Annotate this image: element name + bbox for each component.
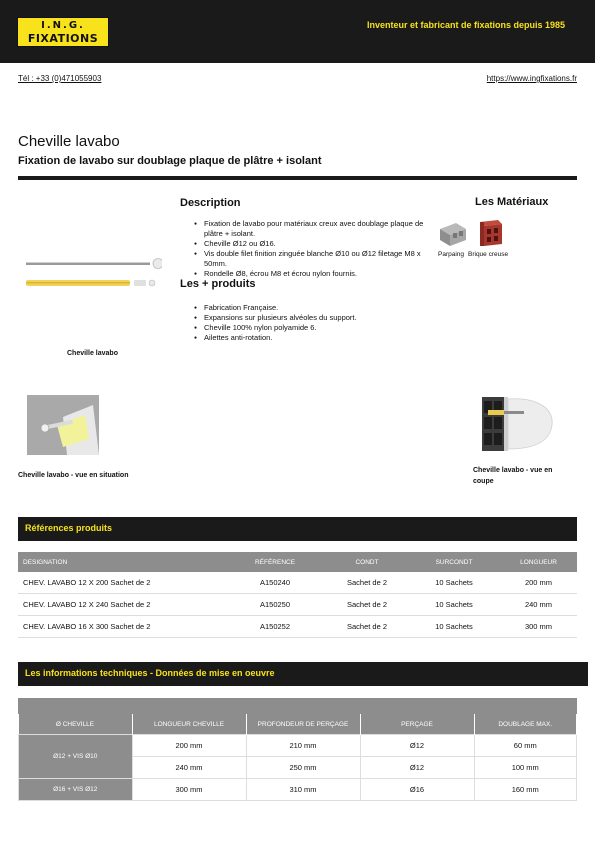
description-item: ● Vis double filet finition zinguée blanche Ø10 ou Ø12 filetage M8 x 50mm.	[180, 249, 442, 269]
technical-top-band	[18, 698, 577, 714]
technical-header-row	[19, 714, 577, 735]
tech-cell: 160 mm	[474, 779, 577, 801]
plus-item: ● Ailettes anti-rotation.	[180, 333, 442, 343]
tech-cell: 100 mm	[474, 757, 577, 779]
parpaing-icon	[438, 219, 468, 247]
company-tagline: Inventeur et fabricant de fixations depuis 1985	[367, 20, 566, 30]
description-item: ● Fixation de lavabo pour matériaux creux avec doublage plaque de plâtre + isolant.	[180, 219, 442, 239]
brique-creuse-icon	[476, 218, 504, 248]
description-list	[180, 219, 442, 279]
plus-item: ● Fabrication Française.	[180, 303, 442, 313]
table-row	[19, 735, 577, 757]
tech-cell: Ø12	[360, 735, 474, 757]
tech-group-cell: Ø12 + VIS Ø10	[19, 735, 133, 779]
table-row	[18, 594, 577, 616]
references-table	[18, 552, 577, 638]
company-logo	[17, 17, 109, 47]
ref-cell: 10 Sachets	[408, 616, 500, 638]
product-image	[22, 254, 162, 294]
tech-col-doublage: DOUBLAGE MAX.	[474, 714, 577, 735]
tech-cell: Ø12	[360, 757, 474, 779]
tech-cell: 210 mm	[246, 735, 360, 757]
caption-coupe: Cheville lavabo - vue en coupe	[473, 467, 553, 485]
tech-cell: 60 mm	[474, 735, 577, 757]
plus-heading: Les + produits	[180, 278, 256, 290]
page-title: Cheville lavabo	[18, 133, 120, 150]
table-row	[18, 616, 577, 638]
ref-col-designation: DESIGNATION	[18, 552, 224, 572]
ref-cell: Sachet de 2	[326, 616, 408, 638]
logo-line-2: FIXATIONS	[27, 32, 99, 45]
description-item: ● Rondelle Ø8, écrou M8 et écrou nylon fournis.	[180, 269, 442, 279]
material-label-parpaing: Parpaing	[438, 251, 465, 258]
tech-cell: 250 mm	[246, 757, 360, 779]
plus-item: ● Cheville 100% nylon polyamide 6.	[180, 323, 442, 333]
ref-col-reference: RÉFÉRENCE	[224, 552, 326, 572]
technical-table	[18, 714, 577, 801]
tech-cell: 310 mm	[246, 779, 360, 801]
ref-cell: CHEV. LAVABO 16 X 300 Sachet de 2	[18, 616, 224, 638]
ref-cell: Sachet de 2	[326, 572, 408, 594]
situation-image	[27, 395, 99, 455]
caption-main: Cheville lavabo	[67, 350, 118, 357]
logo-line-1: I.N.G.	[41, 20, 85, 31]
coupe-image	[478, 393, 554, 455]
tech-col-percage: PERÇAGE	[360, 714, 474, 735]
tech-cell: 300 mm	[132, 779, 246, 801]
description-item: ● Cheville Ø12 ou Ø16.	[180, 239, 442, 249]
title-divider	[18, 176, 577, 180]
ref-col-surcondt: SURCONDT	[408, 552, 500, 572]
plus-item: ● Expansions sur plusieurs alvéoles du support.	[180, 313, 442, 323]
ref-cell: 200 mm	[500, 572, 577, 594]
ref-cell: A150240	[224, 572, 326, 594]
page-subtitle: Fixation de lavabo sur doublage plaque de plâtre + isolant	[18, 155, 322, 167]
ref-cell: A150250	[224, 594, 326, 616]
tech-group-cell: Ø16 + VIS Ø12	[19, 779, 133, 801]
references-heading: Références produits	[25, 523, 113, 533]
table-row	[19, 779, 577, 801]
references-header-row	[18, 552, 577, 572]
references-bar	[18, 517, 577, 541]
ref-cell: 300 mm	[500, 616, 577, 638]
ref-cell: CHEV. LAVABO 12 X 240 Sachet de 2	[18, 594, 224, 616]
ref-cell: Sachet de 2	[326, 594, 408, 616]
tech-cell: 200 mm	[132, 735, 246, 757]
technical-bar	[18, 662, 588, 686]
material-label-brique: Brique creuse	[468, 251, 509, 258]
ref-cell: 240 mm	[500, 594, 577, 616]
ref-cell: A150252	[224, 616, 326, 638]
table-row	[18, 572, 577, 594]
caption-situation: Cheville lavabo - vue en situation	[18, 472, 129, 479]
ref-cell: 10 Sachets	[408, 572, 500, 594]
ref-col-condt: CONDT	[326, 552, 408, 572]
tech-col-longueur: LONGUEUR CHEVILLE	[132, 714, 246, 735]
ref-cell: 10 Sachets	[408, 594, 500, 616]
plus-list	[180, 303, 442, 343]
ref-col-longueur: LONGUEUR	[500, 552, 577, 572]
tech-col-profondeur: PROFONDEUR DE PERÇAGE	[246, 714, 360, 735]
tech-cell: 240 mm	[132, 757, 246, 779]
technical-heading: Les informations techniques - Données de mise en oeuvre	[25, 668, 275, 678]
description-heading: Description	[180, 197, 241, 209]
ref-cell: CHEV. LAVABO 12 X 200 Sachet de 2	[18, 572, 224, 594]
tech-cell: Ø16	[360, 779, 474, 801]
website-link[interactable]: https://www.ingfixations.fr	[486, 74, 577, 83]
phone-link[interactable]: Tél : +33 (0)471055903	[18, 74, 102, 83]
materials-heading: Les Matériaux	[475, 196, 549, 208]
tech-col-cheville: Ø CHEVILLE	[19, 714, 133, 735]
